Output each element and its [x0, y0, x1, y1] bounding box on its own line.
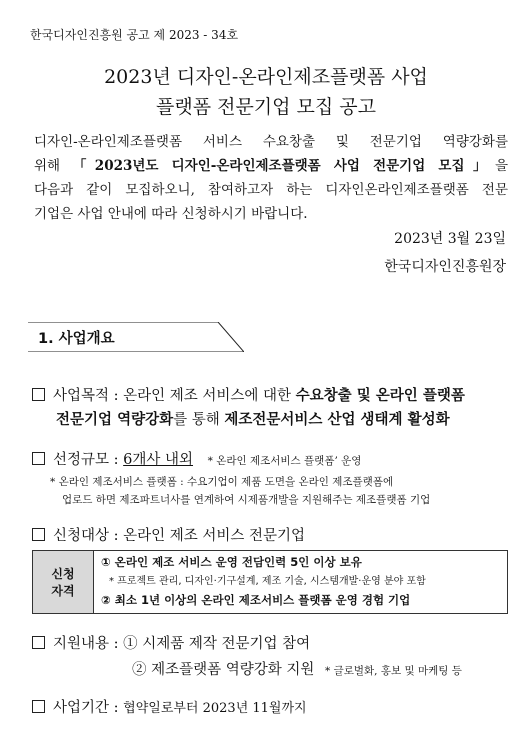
section-title: 1. 사업개요 [38, 331, 115, 347]
intro-line-3: 다음과 같이 모집하오니, 참여하고자 하는 디자인온라인제조플랫폼 전문 [34, 182, 508, 198]
notice-date: 2023년 3월 23일 [394, 231, 506, 247]
period-row [32, 696, 307, 717]
requirement-1-note: * 프로젝트 관리, 디자인·기구설계, 제조 기술, 시스템개발·운영 분야 포함 [109, 576, 426, 587]
title-line-2: 플랫폼 전문기업 모집 공고 [155, 96, 376, 118]
scale-desc-2: 업로드 하면 제조파트너사를 연계하여 시제품개발을 지원해주는 제조플랫폼 기업 [62, 494, 431, 506]
checkbox-square-icon [32, 636, 45, 649]
scale-note: * 온라인 제조서비스 플랫폼’ 운영 [207, 455, 362, 467]
support-item-2: ② 제조플랫폼 역량강화 지원 [132, 662, 315, 678]
scale-value: 6개사 내외 [123, 452, 194, 468]
scale-desc-1: * 온라인 제조서비스 플랫폼 : 수요기업이 제품 도면을 온라인 제조플랫폼에 [50, 476, 394, 488]
intro-line-2 [34, 154, 508, 178]
purpose-label: 사업목적 : [53, 388, 119, 404]
checkbox-square-icon [32, 452, 45, 465]
checkbox-square-icon [32, 388, 45, 401]
support-label: 지원내용 : [53, 636, 119, 652]
intro-paragraph [34, 130, 508, 226]
intro-line-4: 기업은 사업 안내에 따라 신청하시기 바랍니다. [34, 206, 308, 222]
period-value: 협약일로부터 2023년 11월까지 [123, 701, 307, 716]
purpose-text-a: 온라인 제조 서비스에 대한 [118, 388, 296, 404]
purpose-row-2 [56, 408, 450, 429]
eligibility-header-2: 자격 [51, 584, 75, 598]
support-item-1: ① 시제품 제작 전문기업 참여 [123, 636, 311, 652]
eligibility-body [101, 553, 426, 610]
scale-row [32, 448, 361, 469]
support-item-2-note: * 글로벌화, 홍보 및 마케팅 등 [325, 665, 462, 677]
notice-number: 한국디자인진흥원 공고 제 2023 - 34호 [30, 28, 239, 42]
purpose-text-e: 제조전문서비스 산업 생태계 활성화 [224, 411, 450, 428]
requirement-1: ① 온라인 제조 서비스 운영 전담인력 5인 이상 보유 [101, 555, 362, 569]
eligibility-header [33, 551, 94, 613]
support-row-1 [32, 632, 310, 653]
purpose-text-c: 전문기업 역량강화 [56, 411, 174, 428]
purpose-text-d: 를 통해 [173, 412, 225, 428]
intro-line-1: 디자인-온라인제조플랫폼 서비스 수요창출 및 전문기업 역량강화를 [34, 134, 508, 150]
organization-name: 한국디자인진흥원장 [384, 259, 506, 275]
section-header-overview [28, 322, 244, 352]
intro-line-2-prefix: 위해 [34, 158, 73, 174]
eligibility-table [32, 550, 508, 614]
title-line-1: 2023년 디자인-온라인제조플랫폼 사업 [104, 66, 428, 88]
target-row [32, 524, 305, 545]
purpose-text-b: 수요창출 및 온라인 플랫폼 [295, 387, 465, 404]
checkbox-square-icon [32, 528, 45, 541]
period-label: 사업기간 : [53, 700, 119, 716]
eligibility-header-1: 신청 [51, 567, 75, 581]
intro-line-2-suffix: 을 [494, 158, 508, 174]
target-value: 온라인 제조 서비스 전문기업 [123, 528, 306, 544]
requirement-2: ② 최소 1년 이상의 온라인 제조서비스 플랫폼 운영 경험 기업 [101, 593, 411, 607]
intro-line-2-bold: 「2023년도 디자인-온라인제조플랫폼 사업 전문기업 모집」 [72, 158, 495, 174]
purpose-row-1 [32, 384, 465, 405]
checkbox-square-icon [32, 700, 45, 713]
scale-label: 선정규모 : [53, 452, 119, 468]
target-label: 신청대상 : [53, 528, 119, 544]
support-row-2 [132, 658, 462, 679]
